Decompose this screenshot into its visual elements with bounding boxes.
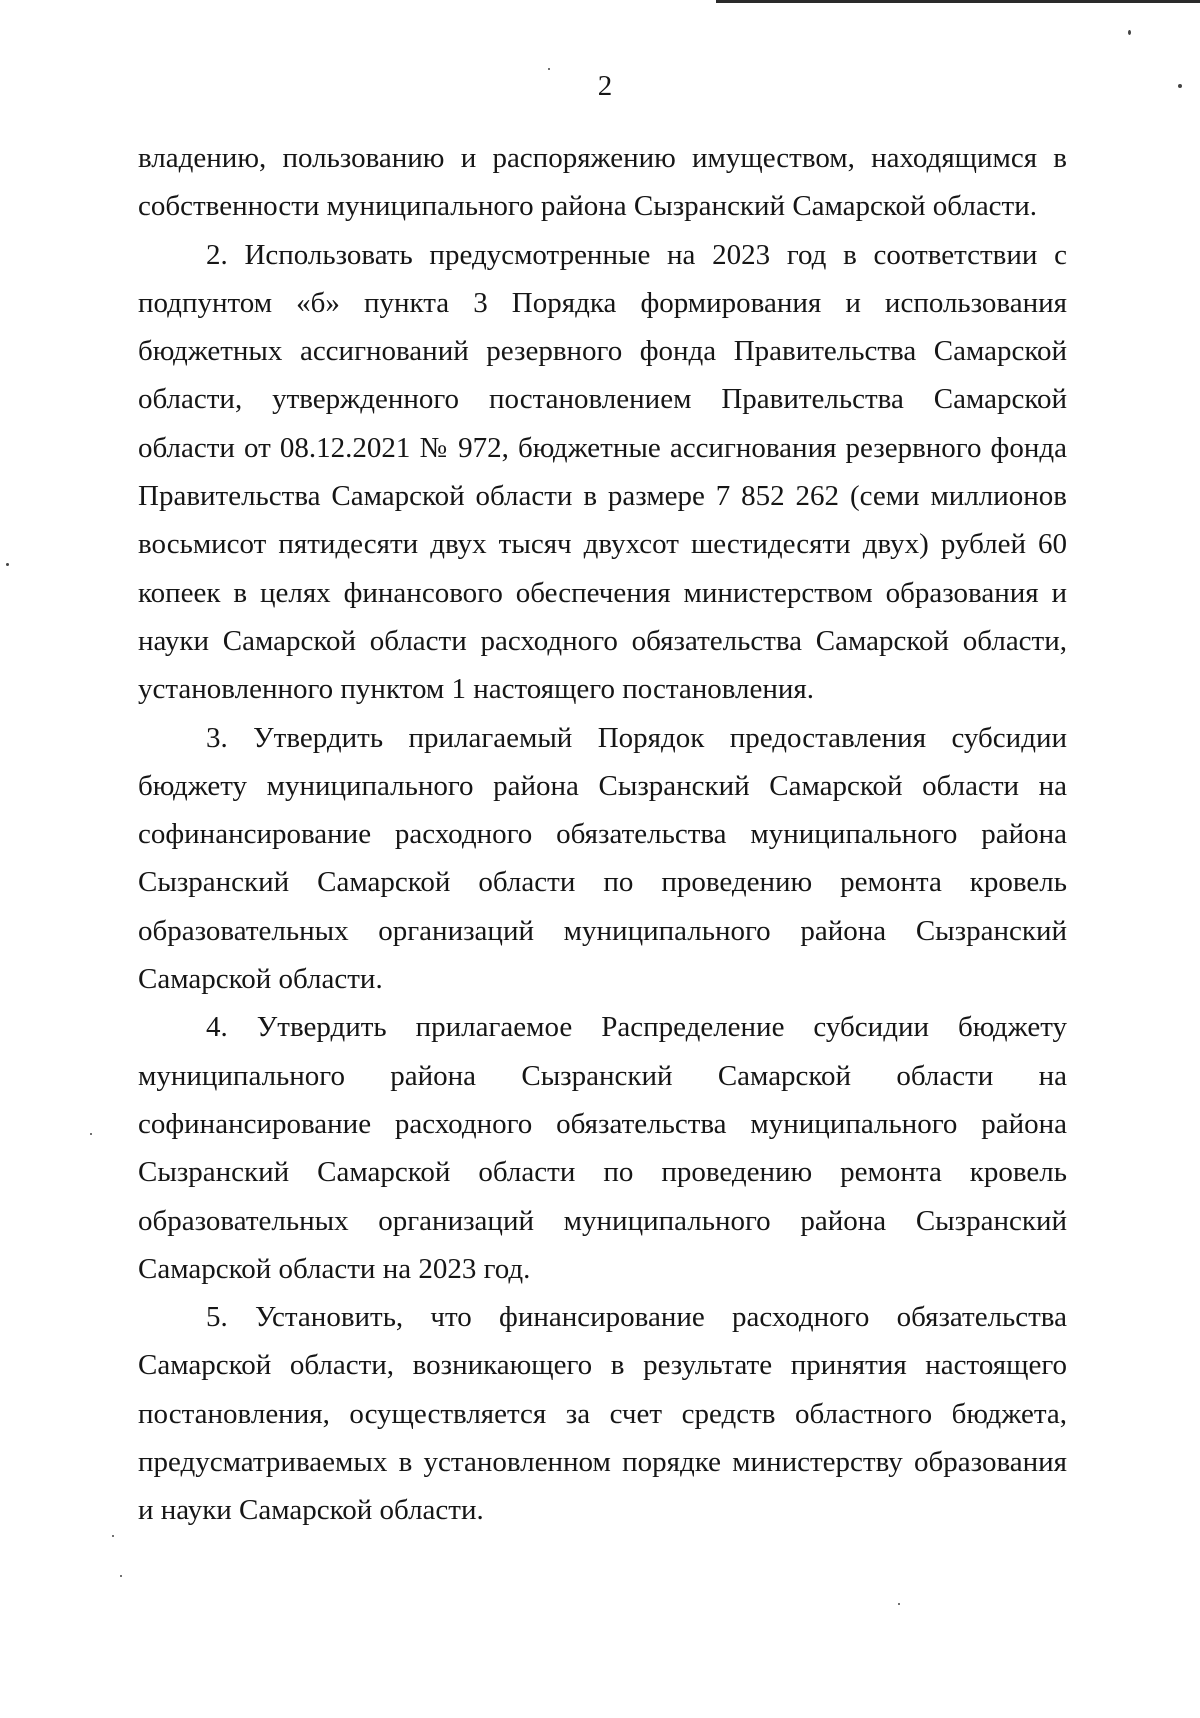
scan-speck	[90, 1133, 92, 1135]
paragraph-item-4: 4. Утвердить прилагаемое Распределение субсидии бюджету муниципального района Сызранский Самарской области на софинансирование расходного обязательства муниципального района Сызранский Самарской области по проведению ремонта кровель образовательных организаций муниципального района Сызранский Самарской области на 2023 год.	[138, 1011, 1067, 1285]
page-number: 2	[597, 70, 613, 102]
paragraph-item-2: 2. Использовать предусмотренные на 2023 год в соответствии с подпунтом «б» пункта 3 Порядка формирования и использования бюджетных ассигнований резервного фонда Правительства Самарской области, утвержденного постановлением Правительства Самарской области от 08.12.2021 № 972, бюджетные ассигнования резервного фонда Правительства Самарской области в размере 7 852 262 (семи миллионов восьмисот пятидесяти двух тысяч двухсот шестидесяти двух) рублей 60 копеек в целях финансового обеспечения министерством образования и науки Самарской области расходного обязательства Самарской области, установленного пунктом 1 настоящего постановления.	[138, 238, 1067, 706]
paragraph-item-5: 5. Установить, что финансирование расходного обязательства Самарской области, возникающего в результате принятия настоящего постановления, осуществляется за счет средств областного бюджета, предусматриваемых в установленном порядке министерству образования и науки Самарской области.	[138, 1301, 1067, 1527]
scan-edge-line	[716, 0, 1200, 3]
document-body	[138, 134, 1067, 1535]
scan-speck	[898, 1603, 900, 1605]
paragraph-continuation: владению, пользованию и распоряжению имуществом, находящимся в собственности муниципального района Сызранский Самарской области.	[138, 142, 1067, 223]
scan-speck	[112, 1535, 114, 1537]
paragraph-item-3: 3. Утвердить прилагаемый Порядок предоставления субсидии бюджету муниципального района Сызранский Самарской области на софинансирование расходного обязательства муниципального района Сызранский Самарской области по проведению ремонта кровель образовательных организаций муниципального района Сызранский Самарской области.	[138, 721, 1067, 996]
scan-speck	[6, 563, 9, 566]
scan-speck	[120, 1575, 122, 1577]
scan-speck	[1128, 30, 1131, 35]
